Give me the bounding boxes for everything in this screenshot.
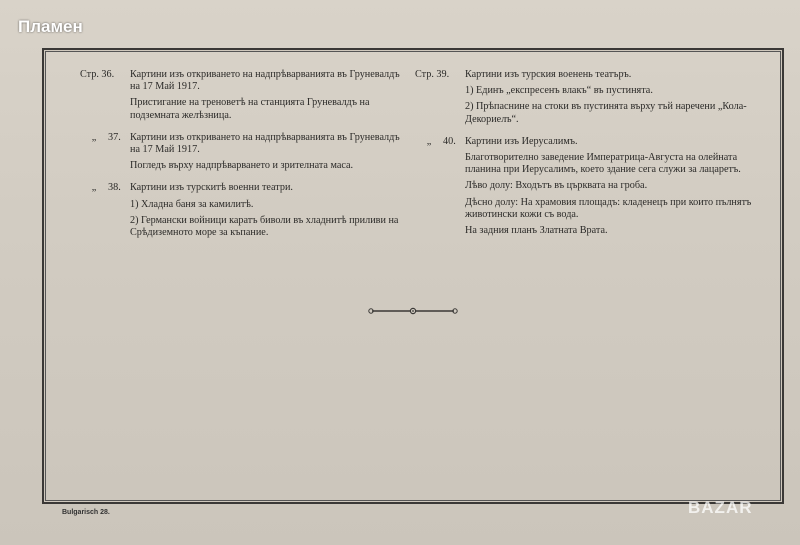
ornament-divider [368,306,458,316]
caption-paragraph: Картини изъ турскитѣ военни театри. [130,182,293,194]
caption-paragraph: Лѣво долу: Входътъ въ църквата на гроба. [465,180,648,192]
caption-paragraph: Картини изъ откриването на надпрѣварванията въ Груневалдъ на 17 Май 1917. [130,69,400,93]
page-ref: Стр. 39. [415,69,450,80]
printer-footer: Bulgarisch 28. [62,509,110,516]
caption-paragraph: Благотворително заведение Императрица-Августа на олейната планина при Иерусалимъ, което здание сега служи за лацаретъ. [465,152,741,176]
caption-paragraph: Пристигание на треноветѣ на станцията Груневалдъ на подземната желѣзница. [130,97,370,121]
caption-entry-39 [415,69,755,126]
ditto-mark: „ [91,131,97,143]
caption-item: 1) Единъ „експресенъ влакъ“ въ пустинята. [465,85,653,97]
caption-entry-38 [80,182,410,239]
page-ref [80,132,128,144]
page-number: 37. [108,131,121,143]
caption-paragraph: Погледъ върху надпрѣварването и зрителната маса. [130,160,354,172]
caption-paragraph: На задния планъ Златната Врата. [465,225,608,237]
page-ref: Стр. 36. [80,69,115,80]
bazar-logo-watermark: BAZAR [688,498,753,517]
caption-entry-37 [80,132,410,173]
caption-entry-36 [80,69,410,122]
page-number: 40. [443,135,456,147]
caption-paragraph: Картини изъ Иерусалимъ. [465,135,578,147]
caption-item: 2) Германски войници каратъ биволи въ хладнитѣ приливи на Срѣдиземното море за къпание. [130,214,399,239]
caption-paragraph: Картини изъ турския военень театъръ. [465,69,632,80]
page-number: 38. [108,182,121,194]
right-column [415,69,755,247]
left-column [80,69,410,249]
caption-paragraph: Картини изъ откриването на надпрѣварванията въ Груневалдъ на 17 Май 1917. [130,131,400,156]
ditto-mark: „ [426,135,432,147]
caption-item: 1) Хладна баня за камилитѣ. [130,198,254,210]
caption-entry-40 [415,136,755,237]
watermark-text: Пламен [18,17,83,36]
caption-paragraph: Дѣсно долу: На храмовия площадъ: кладенецъ при които пълнятъ животински кожи съ вода. [465,196,752,220]
caption-item: 2) Прѣпаснине на стоки въ пустинята върху тъй наречени „Кола-Декориелъ“. [465,101,747,125]
page-ref [80,182,128,194]
page-ref [415,136,463,148]
ditto-mark: „ [91,182,97,194]
